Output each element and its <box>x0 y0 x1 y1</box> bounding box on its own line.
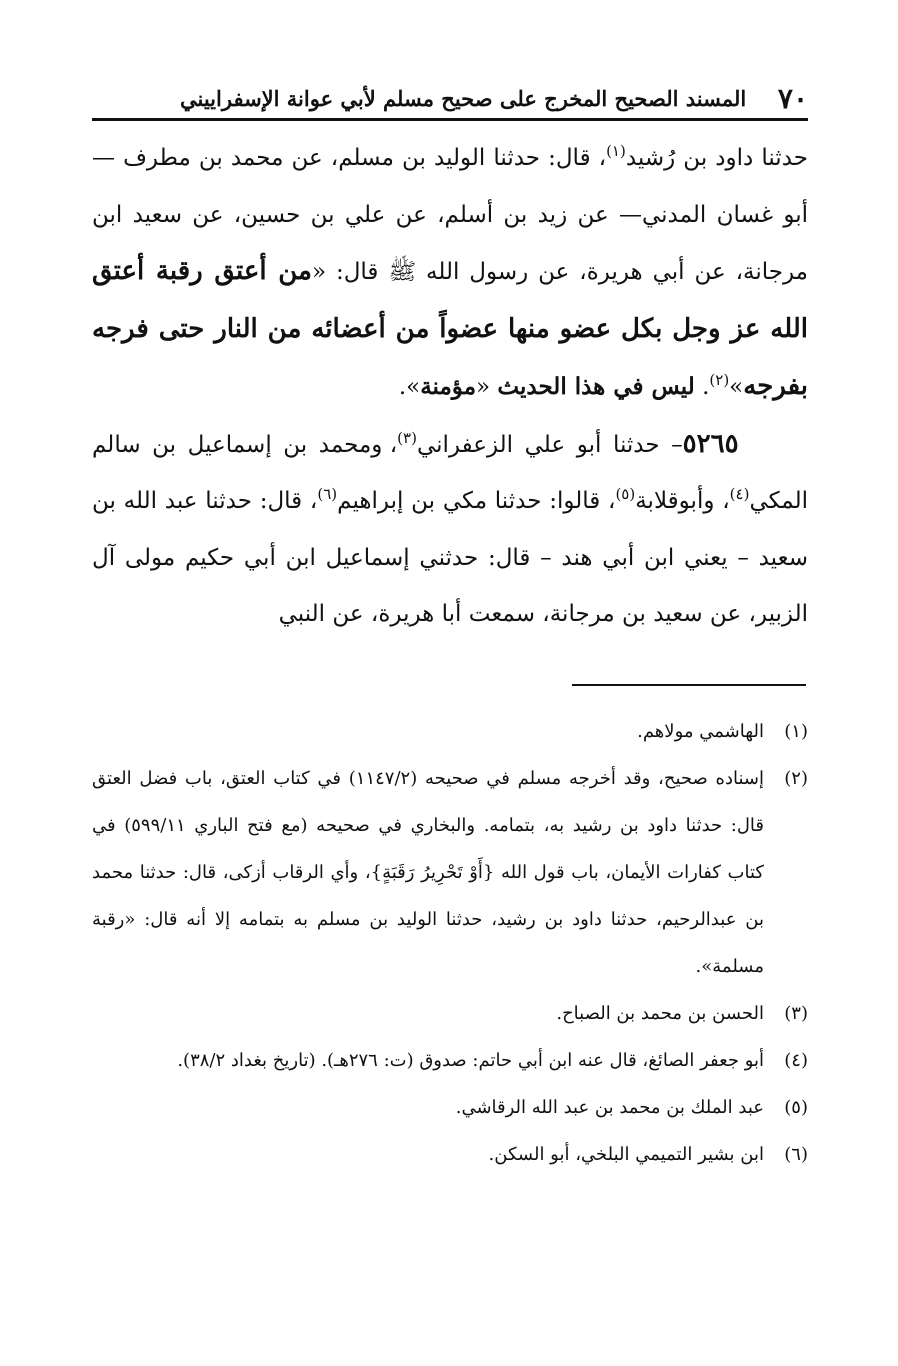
footnote-1 <box>92 708 808 755</box>
bold-word: مؤمنة <box>420 373 477 400</box>
paragraph-hadith-5265 <box>92 416 808 643</box>
footnote-ref[interactable]: (٥) <box>615 485 636 503</box>
text-segment: – حدثنا أبو علي الزعفراني <box>416 431 683 458</box>
footnote-2 <box>92 755 808 990</box>
text-segment: . <box>694 374 710 400</box>
footnote-separator <box>572 684 806 686</box>
text-segment: حدثنا داود بن رُشيد <box>625 145 808 171</box>
footnote-number: (١) <box>784 721 808 742</box>
footnote-ref[interactable]: (٢) <box>709 371 730 389</box>
text-segment: ، ومحمد بن إسماعيل بن سالم المكي <box>92 431 809 514</box>
footnote-6 <box>92 1131 808 1178</box>
paragraph-hadith-5264 <box>92 130 808 416</box>
footnote-text: أبو جعفر الصائغ، قال عنه ابن أبي حاتم: صدوق (ت: ٢٧٦هـ). (تاريخ بغداد ٣٨/٢). <box>177 1050 764 1071</box>
footnote-4 <box>92 1037 808 1084</box>
footnote-number: (٥) <box>784 1097 808 1118</box>
footnote-number: (٦) <box>784 1144 808 1165</box>
text-segment: ، قال: حدثنا الوليد بن مسلم، عن محمد بن مطرف —أبو غسان المدني— عن زيد بن أسلم، عن علي بن حسين، عن سعيد ابن مرجانة، عن أبي هريرة، عن رسول الله ﷺ قال: « <box>92 145 808 285</box>
text-segment: ، قال: حدثنا عبد الله بن سعيد – يعني ابن أبي هند – قال: حدثني إسماعيل ابن أبي حكيم مولى آل الزبير، عن سعيد بن مرجانة، سمعت أبا هريرة، عن النبي <box>92 488 808 627</box>
text-segment: ، قالوا: حدثنا مكي بن إبراهيم <box>337 488 616 514</box>
footnotes <box>92 708 808 1178</box>
footnote-text: إسناده صحيح، وقد أخرجه مسلم في صحيحه (١١٤٧/٢) في كتاب العتق، باب فضل العتق قال: حدثنا داود بن رشيد به، بتمامه. والبخاري في صحيحه (مع فتح الباري ٥٩٩/١١) في كتاب كفارات الأيمان، باب قول الله {أَوْ تَحْرِيرُ رَقَبَةٍ}، وأي الرقاب أزكى، قال: حدثنا محمد بن عبدالرحيم، حدثنا داود بن رشيد، حدثنا الوليد بن مسلم به بتمامه إلا أنه قال: «رقبة مسلمة». <box>92 768 765 977</box>
hadith-matn-bold: من أعتق رقبة أعتق الله عز وجل بكل عضو منها عضواً من أعضائه من النار حتى فرجه بفرجه <box>92 256 808 401</box>
footnote-text: الحسن بن محمد بن الصباح. <box>556 1003 764 1024</box>
footnote-ref[interactable]: (٣) <box>397 428 417 447</box>
page-header <box>92 78 808 121</box>
footnote-number: (٤) <box>784 1050 808 1071</box>
bold-remark: ليس في هذا الحديث <box>497 373 695 400</box>
main-text <box>92 130 808 643</box>
footnote-5 <box>92 1084 808 1131</box>
footnote-text: الهاشمي مولاهم. <box>637 721 764 742</box>
footnote-ref[interactable]: (١) <box>606 142 626 160</box>
text-segment: ». <box>398 374 421 400</box>
text-segment: » <box>729 374 744 400</box>
footnote-ref[interactable]: (٤) <box>729 485 750 503</box>
page-number: ٧٠ <box>777 82 808 115</box>
footnote-3 <box>92 990 808 1037</box>
footnote-ref[interactable]: (٦) <box>317 485 338 503</box>
text-segment: « <box>476 374 498 400</box>
footnote-text: عبد الملك بن محمد بن عبد الله الرقاشي. <box>455 1097 764 1118</box>
footnote-number: (٢) <box>784 768 808 789</box>
running-title: المسند الصحيح المخرج على صحيح مسلم لأبي عوانة الإسفراييني <box>180 86 747 111</box>
text-segment: ، وأبوقلابة <box>635 488 730 514</box>
hadith-number: ٥٢٦٥ <box>682 428 739 459</box>
footnote-number: (٣) <box>784 1003 808 1024</box>
footnote-text: ابن بشير التميمي البلخي، أبو السكن. <box>488 1144 764 1165</box>
